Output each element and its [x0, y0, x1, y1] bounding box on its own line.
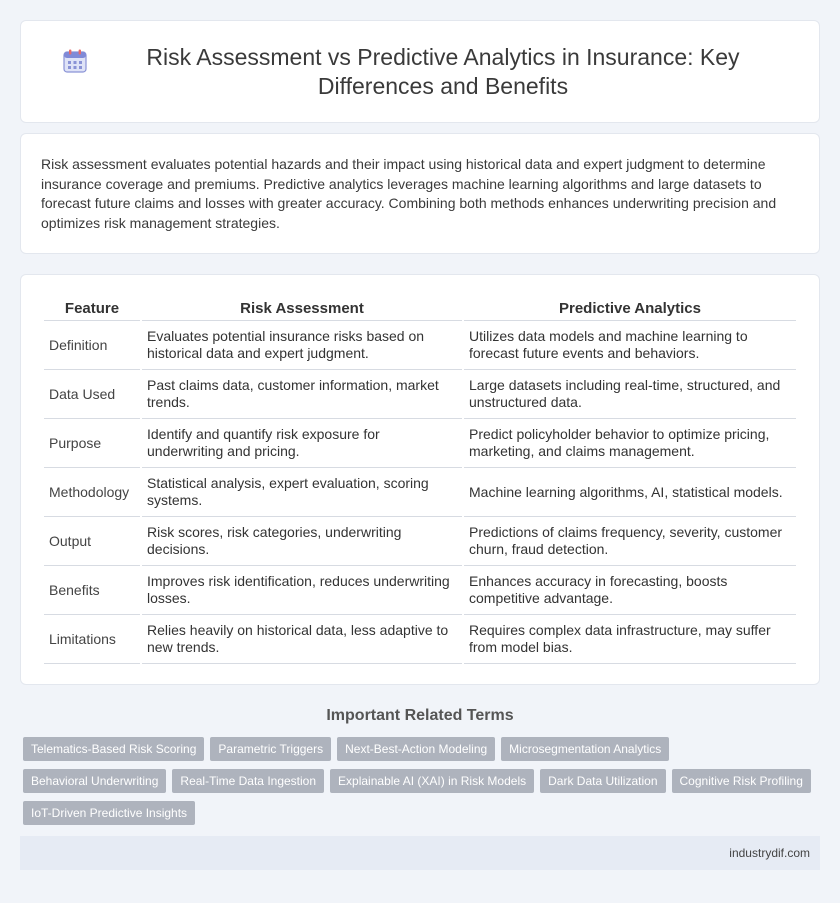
term-tag[interactable]: Behavioral Underwriting [23, 769, 166, 793]
comparison-table-card [20, 274, 820, 685]
predictive-analytics-cell: Large datasets including real-time, structured, and unstructured data. [464, 370, 796, 419]
table-header-row [44, 297, 796, 321]
table-row [44, 566, 796, 615]
header-card [20, 20, 820, 123]
related-terms-title: Important Related Terms [326, 707, 514, 724]
related-terms-list [20, 737, 820, 825]
term-tag[interactable]: Real-Time Data Ingestion [172, 769, 324, 793]
footer-site-link[interactable]: industrydif.com [729, 846, 810, 860]
table-row [44, 615, 796, 664]
predictive-analytics-cell: Utilizes data models and machine learning to forecast future events and behaviors. [464, 321, 796, 370]
feature-cell: Purpose [44, 419, 140, 468]
feature-cell: Limitations [44, 615, 140, 664]
predictive-analytics-cell: Requires complex data infrastructure, may suffer from model bias. [464, 615, 796, 664]
title-wrap [61, 43, 779, 101]
feature-cell: Data Used [44, 370, 140, 419]
risk-assessment-cell: Evaluates potential insurance risks based on historical data and expert judgment. [142, 321, 462, 370]
predictive-analytics-cell: Predict policyholder behavior to optimize pricing, marketing, and claims management. [464, 419, 796, 468]
header-feature: Feature [44, 297, 140, 321]
table-row [44, 517, 796, 566]
calendar-icon [61, 47, 89, 75]
term-tag[interactable]: Cognitive Risk Profiling [672, 769, 811, 793]
term-tag[interactable]: Telematics-Based Risk Scoring [23, 737, 204, 761]
table-row [44, 370, 796, 419]
page-title: Risk Assessment vs Predictive Analytics in Insurance: Key Differences and Benefits [146, 43, 740, 99]
term-tag[interactable]: IoT-Driven Predictive Insights [23, 801, 195, 825]
term-tag[interactable]: Explainable AI (XAI) in Risk Models [330, 769, 534, 793]
feature-cell: Methodology [44, 468, 140, 517]
term-tag[interactable]: Parametric Triggers [210, 737, 331, 761]
term-tag[interactable]: Next-Best-Action Modeling [337, 737, 495, 761]
table-row [44, 468, 796, 517]
risk-assessment-cell: Identify and quantify risk exposure for underwriting and pricing. [142, 419, 462, 468]
table-row [44, 321, 796, 370]
feature-cell: Definition [44, 321, 140, 370]
header-predictive-analytics: Predictive Analytics [464, 297, 796, 321]
feature-cell: Output [44, 517, 140, 566]
term-tag[interactable]: Microsegmentation Analytics [501, 737, 669, 761]
term-tag[interactable]: Dark Data Utilization [540, 769, 665, 793]
predictive-analytics-cell: Enhances accuracy in forecasting, boosts competitive advantage. [464, 566, 796, 615]
footer [20, 836, 820, 870]
risk-assessment-cell: Improves risk identification, reduces underwriting losses. [142, 566, 462, 615]
intro-paragraph: Risk assessment evaluates potential hazards and their impact using historical data and expert judgment to determine insurance coverage and premiums. Predictive analytics leverages machine learning algorithms and large datasets to forecast future claims and losses with greater accuracy. Combining both methods enhances underwriting precision and optimizes risk management strategies. [41, 156, 777, 231]
comparison-table [42, 297, 798, 664]
header-risk-assessment: Risk Assessment [142, 297, 462, 321]
risk-assessment-cell: Statistical analysis, expert evaluation, scoring systems. [142, 468, 462, 517]
intro-card [20, 133, 820, 254]
risk-assessment-cell: Risk scores, risk categories, underwriting decisions. [142, 517, 462, 566]
predictive-analytics-cell: Predictions of claims frequency, severity, customer churn, fraud detection. [464, 517, 796, 566]
related-terms-section [20, 707, 820, 825]
predictive-analytics-cell: Machine learning algorithms, AI, statistical models. [464, 468, 796, 517]
risk-assessment-cell: Relies heavily on historical data, less adaptive to new trends. [142, 615, 462, 664]
risk-assessment-cell: Past claims data, customer information, market trends. [142, 370, 462, 419]
table-row [44, 419, 796, 468]
feature-cell: Benefits [44, 566, 140, 615]
